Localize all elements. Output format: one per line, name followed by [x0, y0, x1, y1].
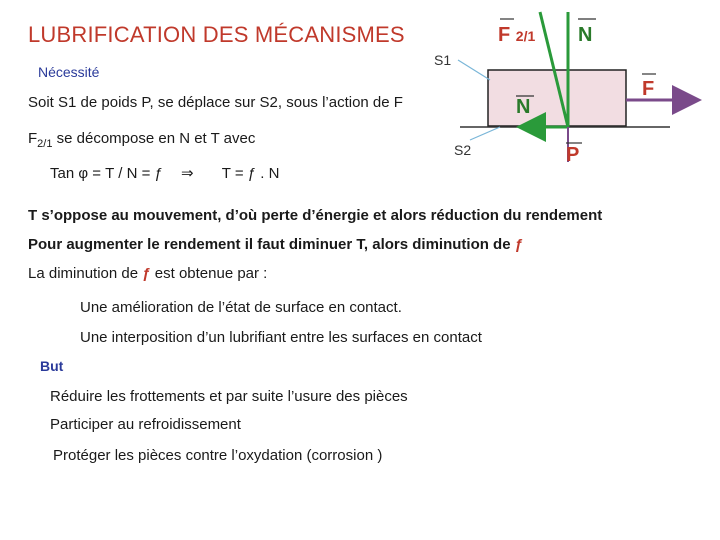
f-subscript: 2/1 — [37, 138, 53, 150]
list-item: Une interposition d’un lubrifiant entre les surfaces en contact — [80, 329, 482, 346]
intro-line: Soit S1 de poids P, se déplace sur S2, sous l’action de F — [28, 94, 403, 111]
p-label: P — [566, 144, 580, 166]
formula-right: T = ƒ . N — [221, 165, 280, 182]
goal-item: Participer au refroidissement — [50, 416, 241, 433]
statement-rendement: Pour augmenter le rendement il faut diminuer T, alors diminution de ƒ — [28, 236, 524, 253]
but-heading: But — [40, 358, 64, 374]
s2-label: S2 — [454, 142, 472, 158]
s1-label: S1 — [434, 52, 452, 68]
implies-icon: ⇒ — [181, 165, 194, 182]
s2-pointer — [470, 127, 500, 140]
formula-left: Tan φ = T / N = ƒ — [50, 165, 163, 182]
list-item: Une amélioration de l’état de surface en contact. — [80, 299, 402, 316]
n-mid-label: N — [516, 96, 531, 118]
cause-line: La diminution de ƒ est obtenue par : — [28, 265, 268, 282]
subheading-necessite: Nécessité — [38, 64, 100, 80]
n-top-label: N — [578, 24, 593, 46]
s1-pointer — [458, 60, 490, 80]
statement-opposition: T s’oppose au mouvement, d’où perte d’énergie et alors réduction du rendement — [28, 207, 603, 224]
f21-label: F 2/1 — [498, 24, 536, 46]
page-title: LUBRIFICATION DES MÉCANISMES — [28, 22, 405, 47]
f-label: F — [642, 78, 655, 100]
force-diagram — [0, 0, 720, 200]
decomposition-text: se décompose en N et T avec — [52, 130, 256, 147]
goal-item: Protéger les pièces contre l’oxydation (corrosion ) — [53, 447, 383, 464]
goal-item: Réduire les frottements et par suite l’usure des pièces — [50, 388, 408, 405]
f-symbol: F — [28, 130, 38, 147]
